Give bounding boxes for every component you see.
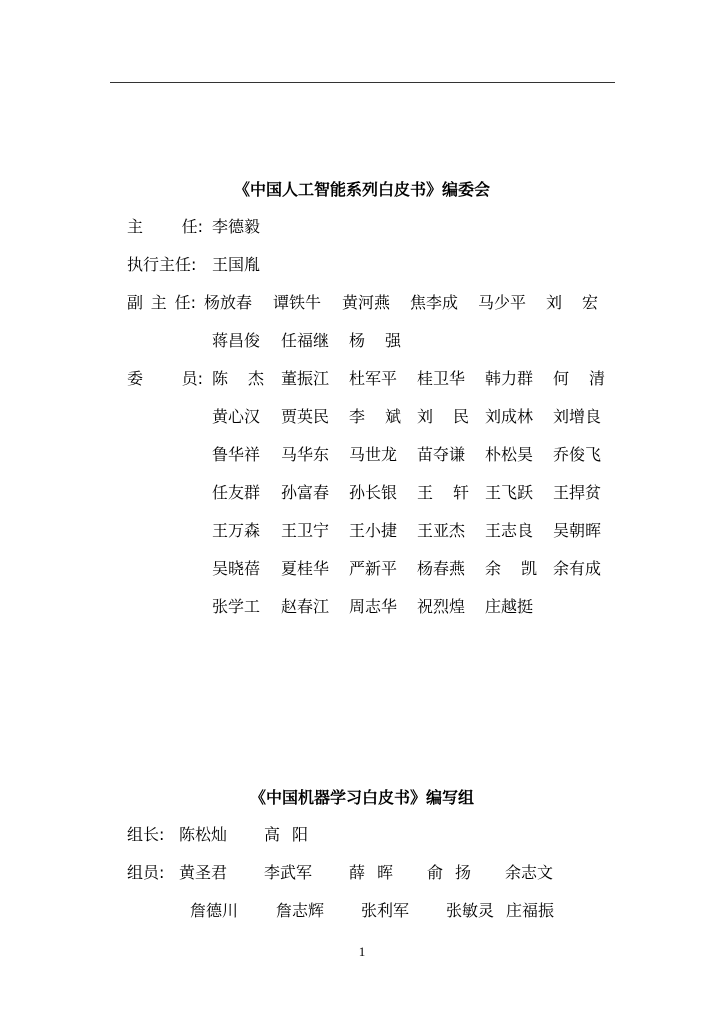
person-name: 严新平 — [349, 559, 398, 578]
person-name: 马世龙 — [349, 445, 398, 464]
person-name: 詹志辉 — [276, 901, 325, 920]
page-number: 1 — [358, 944, 366, 959]
person-name: 余有成 — [553, 559, 602, 578]
person-name: 俞 扬 — [427, 863, 471, 882]
person-name: 余志文 — [505, 863, 554, 882]
person-name: 吴朝晖 — [553, 521, 602, 540]
person-name: 韩力群 — [485, 369, 534, 388]
header-rule — [110, 82, 615, 83]
person-name: 刘增良 — [553, 407, 602, 426]
person-name: 桂卫华 — [417, 369, 466, 388]
person-name: 杨春燕 — [417, 559, 466, 578]
person-name: 王捍贫 — [553, 483, 602, 502]
person-name: 刘 宏 — [546, 293, 598, 312]
writing-group-title: 《中国机器学习白皮书》编写组 — [249, 788, 474, 807]
person-name: 苗夺谦 — [417, 445, 466, 464]
group-members-label: 组员: — [127, 863, 165, 882]
person-name: 黄河燕 — [342, 293, 391, 312]
person-name: 张敏灵 — [446, 901, 495, 920]
person-name: 刘 民 — [417, 407, 469, 426]
person-name: 刘成林 — [485, 407, 534, 426]
person-name: 王亚杰 — [417, 521, 466, 540]
person-name: 庄越挺 — [485, 597, 534, 616]
person-name: 王万森 — [212, 521, 261, 540]
person-name: 何 清 — [553, 369, 605, 388]
person-name: 马华东 — [281, 445, 330, 464]
person-name: 黄圣君 — [179, 863, 228, 882]
person-name: 董振江 — [281, 369, 330, 388]
person-name: 任福继 — [281, 331, 330, 350]
person-name: 乔俊飞 — [553, 445, 602, 464]
executive-director-label: 执行主任: — [127, 255, 197, 274]
person-name: 谭铁牛 — [273, 293, 322, 312]
person-name: 贾英民 — [281, 407, 330, 426]
members-label: 委 员: — [127, 369, 203, 388]
person-name: 詹德川 — [190, 901, 239, 920]
executive-director-name: 王国胤 — [212, 255, 261, 274]
person-name: 王志良 — [485, 521, 534, 540]
person-name: 蒋昌俊 — [212, 331, 261, 350]
person-name: 吴晓蓓 — [212, 559, 261, 578]
deputy-directors-label: 副 主 任: — [127, 293, 196, 312]
person-name: 赵春江 — [281, 597, 330, 616]
person-name: 李武军 — [264, 863, 313, 882]
person-name: 薛 晖 — [349, 863, 393, 882]
director-label: 主 任: — [127, 217, 203, 236]
person-name: 王 轩 — [417, 483, 469, 502]
person-name: 王小捷 — [349, 521, 398, 540]
person-name: 庄福振 — [506, 901, 555, 920]
person-name: 任友群 — [212, 483, 261, 502]
person-name: 余 凯 — [485, 559, 537, 578]
person-name: 夏桂华 — [281, 559, 330, 578]
group-leaders-label: 组长: — [127, 825, 165, 844]
person-name: 焦李成 — [410, 293, 459, 312]
group-leader-name: 陈松灿 — [179, 825, 228, 844]
person-name: 杨放春 — [204, 293, 253, 312]
committee-title: 《中国人工智能系列白皮书》编委会 — [233, 180, 490, 199]
person-name: 祝烈煌 — [417, 597, 466, 616]
person-name: 朴松昊 — [485, 445, 534, 464]
person-name: 孙长银 — [349, 483, 398, 502]
person-name: 周志华 — [349, 597, 398, 616]
group-leader-name: 高 阳 — [264, 825, 308, 844]
person-name: 马少平 — [478, 293, 527, 312]
person-name: 张利军 — [361, 901, 410, 920]
person-name: 王飞跃 — [485, 483, 534, 502]
person-name: 鲁华祥 — [212, 445, 261, 464]
person-name: 李 斌 — [349, 407, 401, 426]
person-name: 黄心汉 — [212, 407, 261, 426]
person-name: 张学工 — [212, 597, 261, 616]
person-name: 孙富春 — [281, 483, 330, 502]
person-name: 陈 杰 — [212, 369, 264, 388]
director-name: 李德毅 — [212, 217, 261, 236]
person-name: 杜军平 — [349, 369, 398, 388]
person-name: 王卫宁 — [281, 521, 330, 540]
person-name: 杨 强 — [349, 331, 401, 350]
